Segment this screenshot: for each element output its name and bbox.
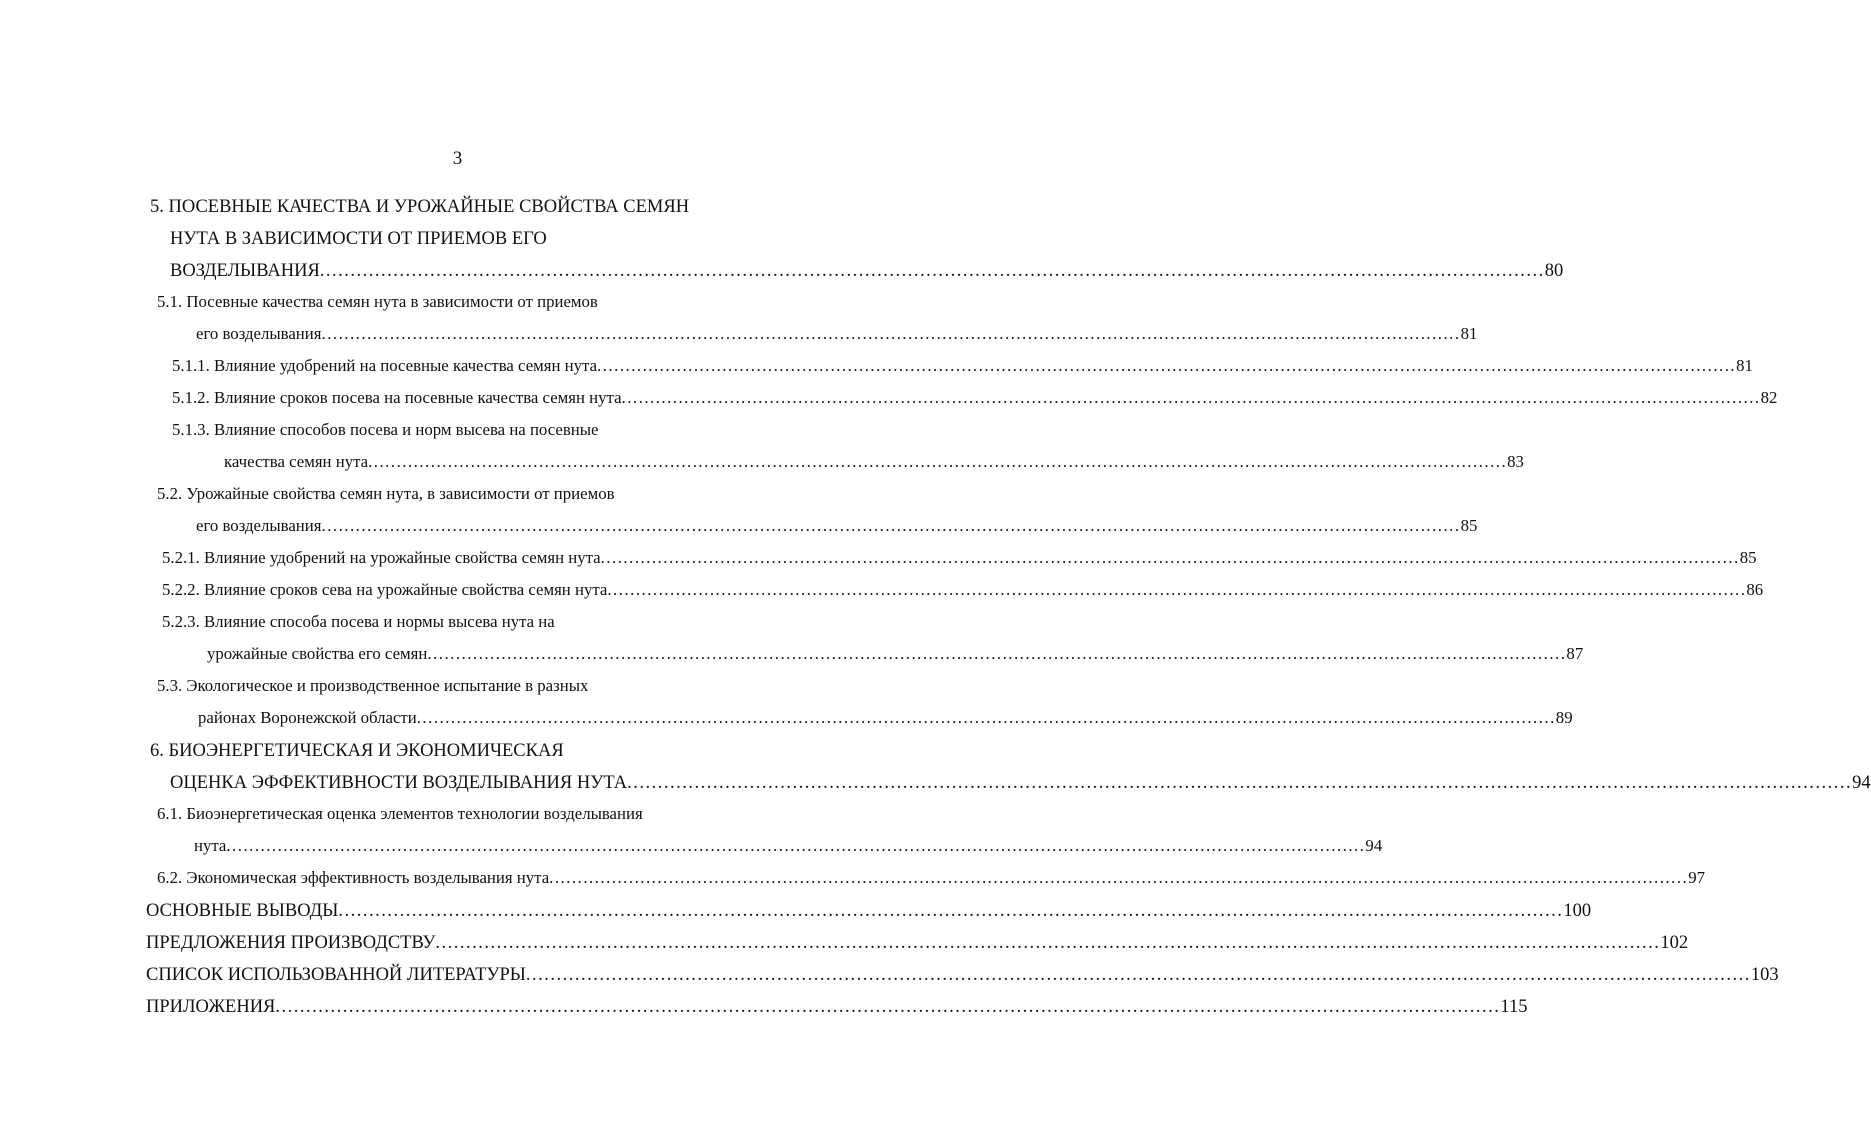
toc-page-number: 103 [1750,965,1779,985]
toc-entry-title: 5.3. Экологическое и производственное испытание в разных [157,676,589,695]
toc-line [170,261,1564,281]
toc-page-number: 94 [1365,836,1383,855]
toc-leader-dots: ........................................................................................................................................................................................................ [319,261,1545,281]
toc-line [157,294,598,311]
toc-entry-title: 6.2. Экономическая эффективность возделывания нута [157,868,550,887]
toc-entry-title: НУТА В ЗАВИСИМОСТИ ОТ ПРИЕМОВ ЕГО [170,229,547,249]
toc-entry-title: 5.1.1. Влияние удобрений на посевные качества семян нута [172,356,598,375]
toc-page-number: 83 [1507,452,1524,471]
toc-page-number: 87 [1566,644,1584,663]
toc-line [162,614,555,631]
toc-line [196,516,1478,535]
toc-entry-title: 5.1. Посевные качества семян нута в зависимости от приемов [157,292,598,311]
toc-leader-dots: ........................................................................................................................................................................................................ [427,644,1567,663]
toc-page-number: 89 [1555,708,1573,727]
toc-entry-title: 5.2. Урожайные свойства семян нута, в зависимости от приемов [157,484,615,503]
toc-page-number: 115 [1500,997,1528,1017]
toc-entry-title: 5.2.2. Влияние сроков сева на урожайные свойства семян нута [162,580,608,599]
toc-page-number: 100 [1563,901,1592,921]
toc-leader-dots: ........................................................................................................................................................................................................ [338,901,1564,921]
toc-line [157,868,1705,887]
toc-page-number: 97 [1688,868,1705,887]
page-number: 3 [452,148,463,169]
toc-page-number: 94 [1852,773,1871,793]
toc-entry-title: СПИСОК ИСПОЛЬЗОВАННОЙ ЛИТЕРАТУРЫ [146,965,526,985]
toc-entry-title: его возделывания [196,516,322,535]
toc-entry-title: ВОЗДЕЛЫВАНИЯ [170,261,320,281]
toc-leader-dots: ........................................................................................................................................................................................................ [525,965,1751,985]
toc-line [157,806,643,823]
toc-line [194,836,1383,855]
toc-entry-title: нута [194,836,227,855]
toc-entry-title: 6.1. Биоэнергетическая оценка элементов технологии возделывания [157,804,643,823]
toc-page-number: 81 [1460,324,1478,343]
toc-leader-dots: ........................................................................................................................................................................................................ [321,324,1461,343]
toc-entry-title: урожайные свойства его семян [207,644,428,663]
toc-entry-title: ПРЕДЛОЖЕНИЯ ПРОИЗВОДСТВУ [146,933,436,953]
toc-leader-dots: ........................................................................................................................................................................................................ [368,452,1508,471]
toc-line [157,678,588,695]
toc-entry-title: ПРИЛОЖЕНИЯ [146,997,276,1017]
toc-entry-title: ОЦЕНКА ЭФФЕКТИВНОСТИ ВОЗДЕЛЫВАНИЯ НУТА [170,773,628,793]
toc-line [146,933,1689,953]
toc-page-number: 82 [1760,388,1778,407]
toc-line [170,230,547,249]
toc-line [162,580,1764,599]
toc-page-number: 86 [1746,580,1764,599]
toc-line [146,965,1779,985]
toc-page-number: 81 [1736,356,1753,375]
toc-entry-title: районах Воронежской области [198,708,417,727]
toc-leader-dots: ........................................................................................................................................................................................................ [621,388,1761,407]
toc-page-number: 85 [1460,516,1478,535]
toc-line [146,901,1592,921]
toc-line [198,708,1573,727]
toc-line [196,324,1478,343]
toc-leader-dots: ........................................................................................................................................................................................................ [549,868,1689,887]
toc-line [150,742,564,761]
toc-leader-dots: ........................................................................................................................................................................................................ [607,580,1747,599]
toc-entry-title: качества семян нута [224,452,369,471]
toc-entry-title: 5.1.2. Влияние сроков посева на посевные качества семян нута [172,388,622,407]
toc-leader-dots: ........................................................................................................................................................................................................ [416,708,1556,727]
toc-page-number: 102 [1660,933,1689,953]
toc-leader-dots: ........................................................................................................................................................................................................ [627,773,1853,793]
toc-leader-dots: ........................................................................................................................................................................................................ [226,836,1366,855]
toc-line [224,452,1524,471]
toc-entry-title: его возделывания [196,324,322,343]
toc-entry-title: ОСНОВНЫЕ ВЫВОДЫ [146,901,339,921]
toc-leader-dots: ........................................................................................................................................................................................................ [600,548,1740,567]
toc-page-number: 80 [1544,261,1564,281]
toc-line [170,773,1871,793]
toc-line [207,644,1584,663]
toc-entry-title: 6. БИОЭНЕРГЕТИЧЕСКАЯ И ЭКОНОМИЧЕСКАЯ [150,741,564,761]
toc-line [162,548,1757,567]
toc-line [157,486,615,503]
toc-entry-title: 5.2.1. Влияние удобрений на урожайные свойства семян нута [162,548,601,567]
toc-entry-title: 5. ПОСЕВНЫЕ КАЧЕСТВА И УРОЖАЙНЫЕ СВОЙСТВА СЕМЯН [150,197,690,217]
toc-line [172,356,1753,375]
toc-leader-dots: ........................................................................................................................................................................................................ [435,933,1661,953]
toc-page-number: 85 [1739,548,1757,567]
toc-leader-dots: ........................................................................................................................................................................................................ [275,997,1501,1017]
toc-entry-title: 5.1.3. Влияние способов посева и норм высева на посевные [172,420,599,439]
toc-line [146,997,1528,1017]
toc-line [172,388,1778,407]
toc-entry-title: 5.2.3. Влияние способа посева и нормы высева нута на [162,612,555,631]
toc-line [172,422,598,439]
toc-line [150,198,689,217]
toc-leader-dots: ........................................................................................................................................................................................................ [321,516,1461,535]
toc-leader-dots: ........................................................................................................................................................................................................ [597,356,1737,375]
